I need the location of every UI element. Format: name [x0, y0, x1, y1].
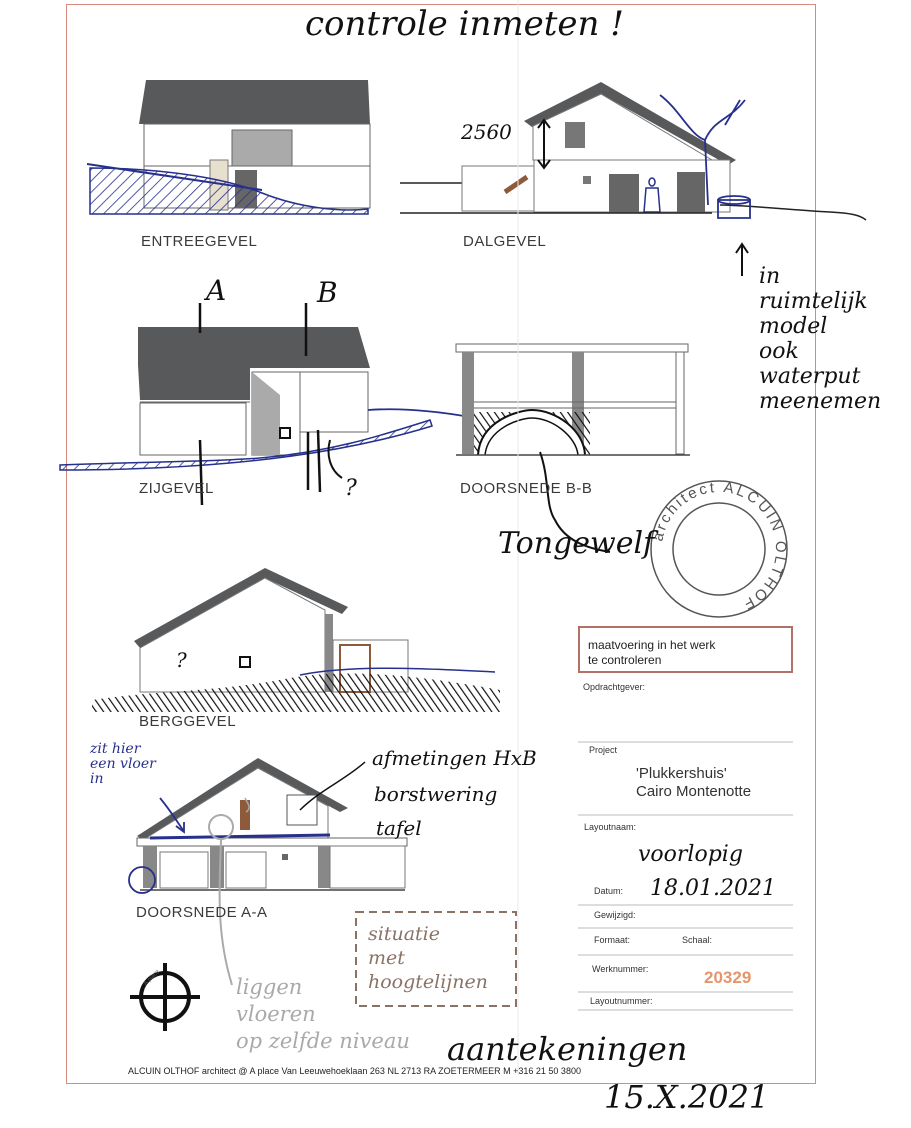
entreegevel-drawing: [87, 80, 370, 214]
note-afmetingen: afmetingen HxB: [372, 746, 537, 770]
label-doorsnede-aa: DOORSNEDE A-A: [136, 904, 268, 921]
werknummer-value: 20329: [704, 968, 752, 987]
project-line1: 'Plukkershuis': [636, 765, 727, 782]
footer-address: ALCUIN OLTHOF architect @ A place Van Leeuwehoeklaan 263 NL 2713 RA ZOETERMEER M +316 21 50 3800: [128, 1066, 581, 1076]
label-layoutnaam: Layoutnaam:: [584, 822, 637, 832]
berggevel-drawing: [92, 568, 500, 712]
doorsnede-aa-drawing: [129, 758, 407, 988]
label-berggevel: BERGGEVEL: [139, 713, 237, 730]
label-gewijzigd: Gewijzigd:: [594, 910, 636, 920]
note-aantekeningen: aantekeningen: [447, 1030, 688, 1068]
title-box-line1: maatvoering in het werk: [588, 638, 716, 652]
stamp-text: architect ALCUIN OLTHOF: [649, 478, 790, 614]
note-voorlopig: voorlopig: [638, 842, 743, 867]
note-tafel: tafel: [376, 816, 422, 840]
note-controle-inmeten: controle inmeten !: [305, 4, 624, 44]
note-tongewelf: Tongewelf: [498, 526, 655, 561]
note-waterput: in ruimtelijk model ook waterput meenemen: [759, 264, 882, 414]
note-situatie: situatie met hoogtelijnen: [368, 923, 488, 993]
label-datum: Datum:: [594, 886, 624, 896]
note-dimension-2560: 2560: [461, 120, 512, 144]
label-werknummer: Werknummer:: [592, 964, 649, 974]
label-project: Project: [589, 745, 618, 755]
aplace-logo: [130, 963, 200, 1031]
logo-text: A place: [142, 968, 161, 988]
stamp: [639, 469, 799, 629]
section-marker-a: A: [206, 274, 227, 307]
label-formaat: Formaat:: [594, 935, 631, 945]
label-schaal: Schaal:: [682, 935, 713, 945]
note-zit-hier-vloer: zit hier een vloer in: [90, 741, 156, 787]
note-question-berggevel: ?: [176, 648, 187, 672]
project-line2: Cairo Montenotte: [636, 783, 752, 800]
label-dalgevel: DALGEVEL: [463, 233, 547, 250]
label-entreegevel: ENTREEGEVEL: [141, 233, 258, 250]
title-box-line2: te controleren: [588, 653, 662, 667]
note-liggen-vloeren: liggen vloeren op zelfde niveau: [236, 975, 410, 1053]
note-datum-value: 18.01.2021: [650, 876, 776, 901]
note-borstwering: borstwering: [374, 782, 498, 806]
label-zijgevel: ZIJGEVEL: [139, 480, 214, 497]
title-box-maatvoering: [578, 626, 793, 673]
section-marker-b: B: [317, 276, 338, 309]
label-layoutnummer: Layoutnummer:: [590, 996, 653, 1006]
zijgevel-drawing: [60, 303, 472, 505]
note-question-zijgevel: ?: [345, 476, 357, 501]
label-doorsnede-bb: DOORSNEDE B-B: [460, 480, 593, 497]
label-opdrachtgever: Opdrachtgever:: [583, 682, 646, 692]
note-aantekeningen-date: 15.X.2021: [604, 1078, 770, 1116]
